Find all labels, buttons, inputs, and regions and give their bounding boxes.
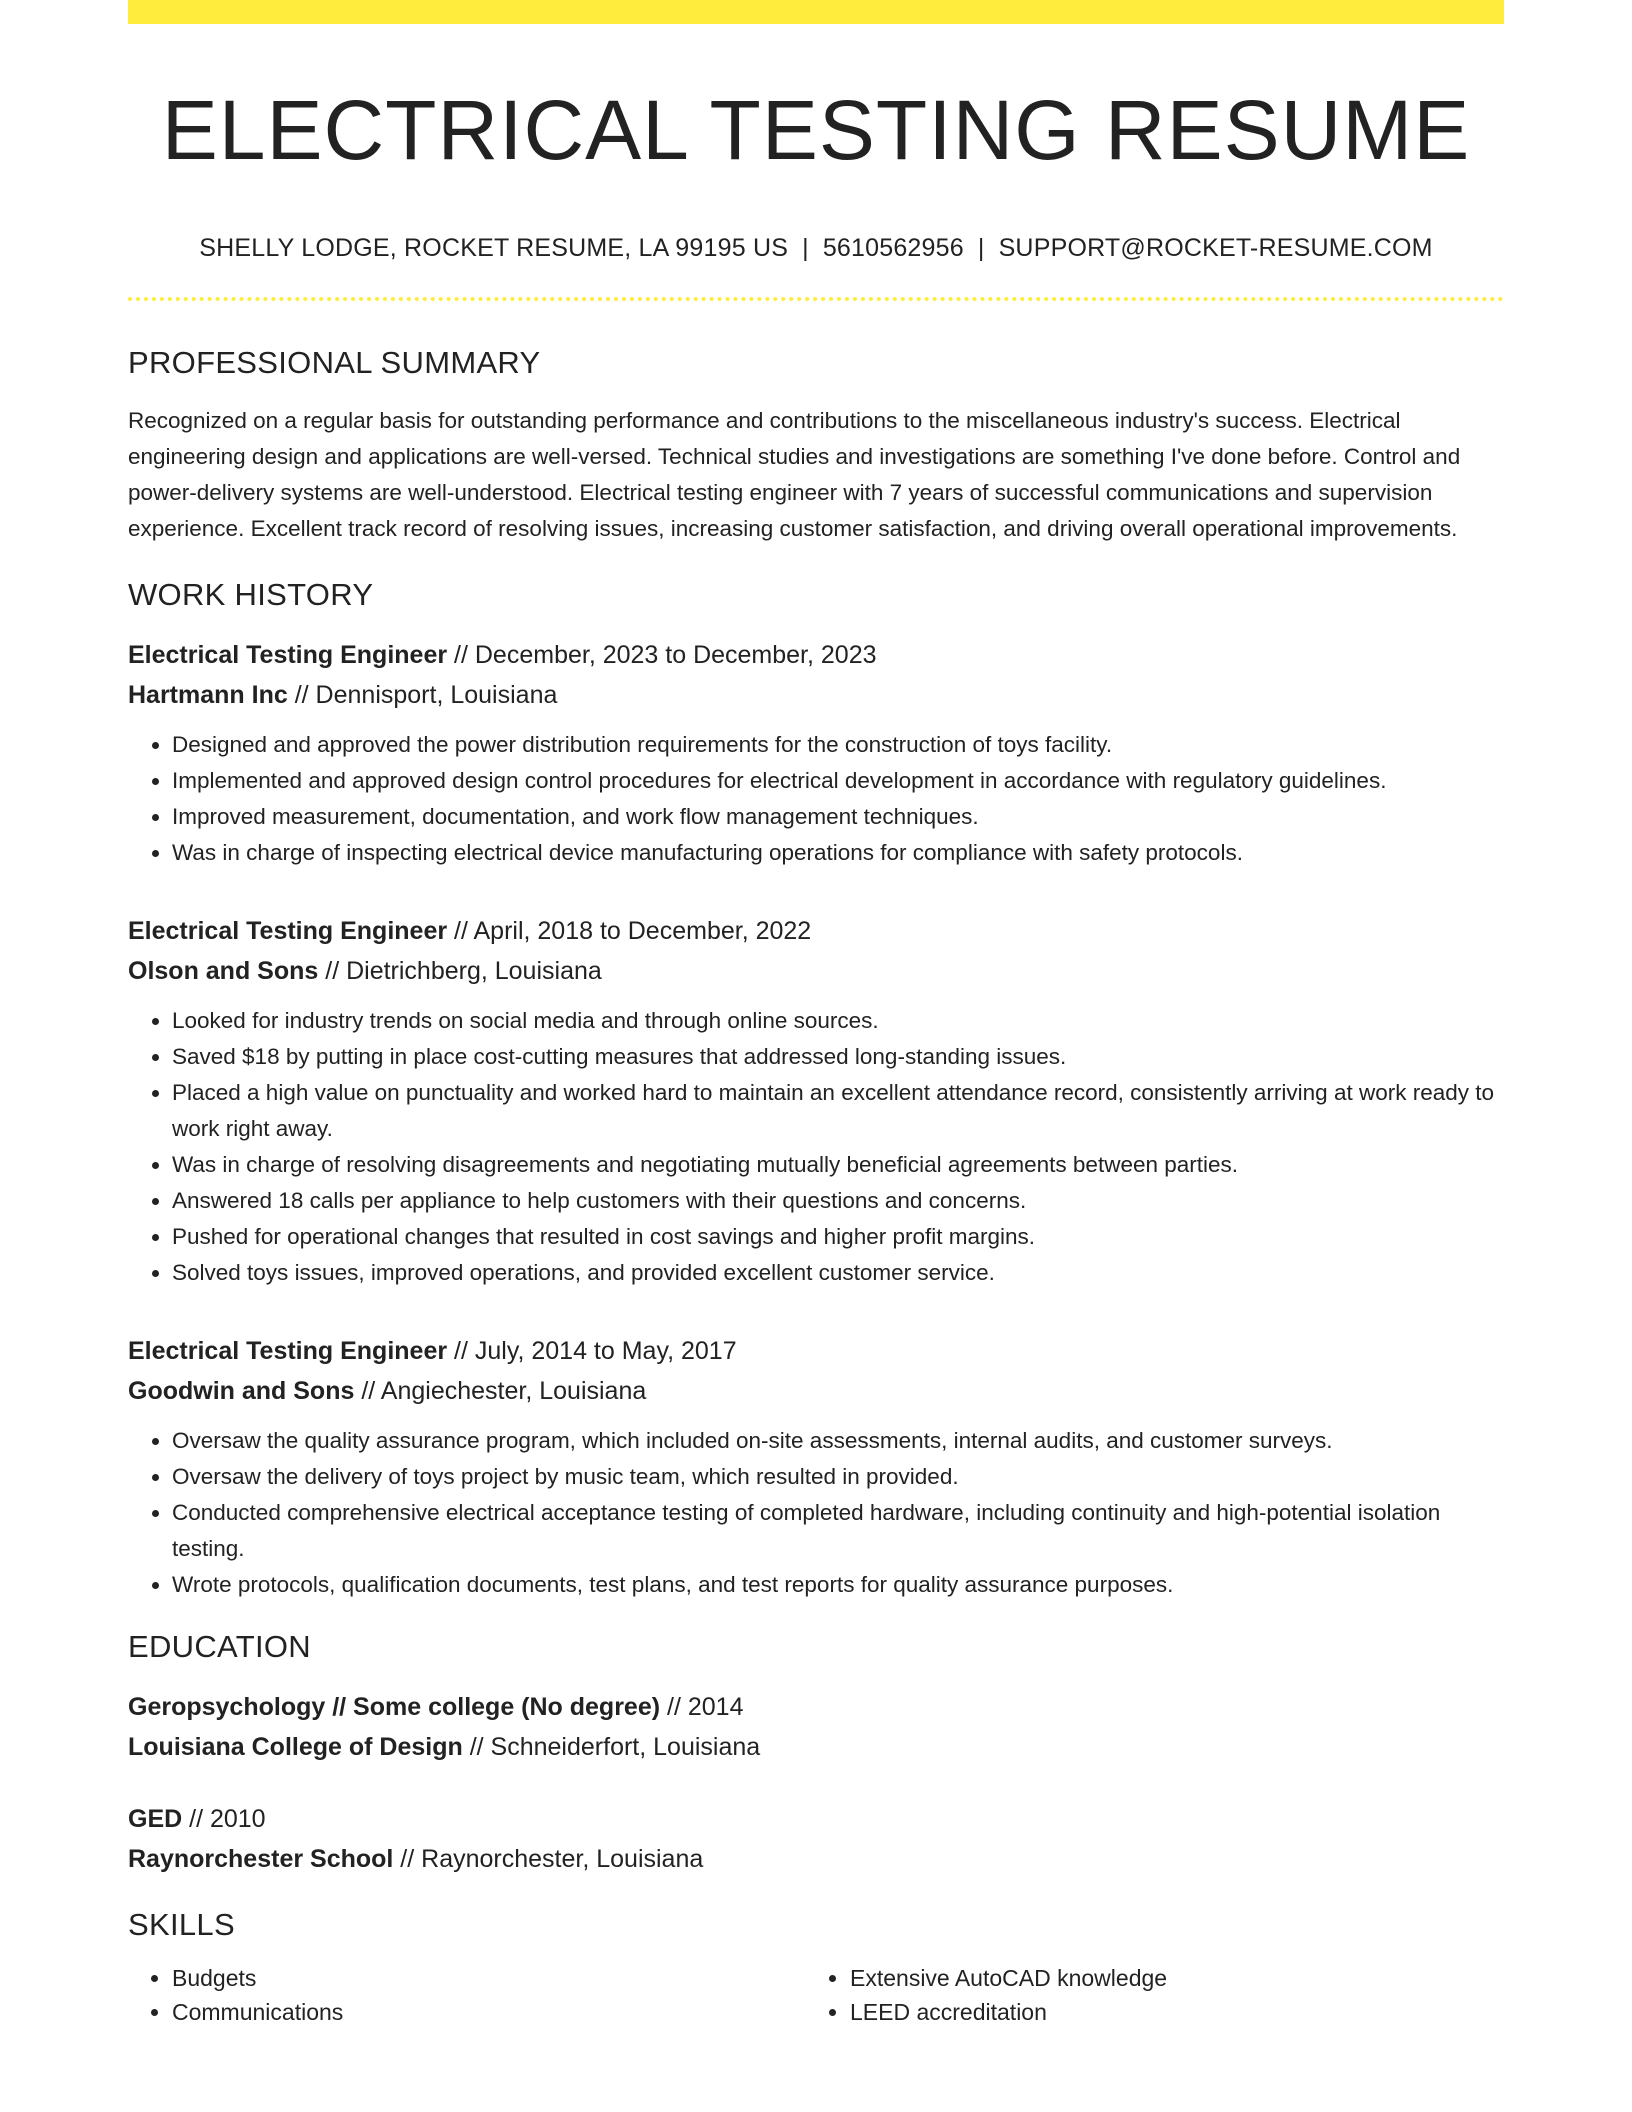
education-section bbox=[128, 1629, 1504, 1879]
work-history-section bbox=[128, 577, 1504, 1603]
education-degree-line bbox=[128, 1799, 1504, 1839]
job-company-line bbox=[128, 1371, 1504, 1411]
skills-left-column bbox=[128, 1961, 806, 2029]
job-dates: // July, 2014 to May, 2017 bbox=[447, 1337, 737, 1366]
education-degree: GED bbox=[128, 1805, 183, 1834]
skill-item: • Budgets bbox=[172, 1961, 806, 1995]
education-year: // 2010 bbox=[182, 1805, 266, 1834]
education-heading: EDUCATION bbox=[128, 1629, 311, 1665]
education-degree-line bbox=[128, 1687, 1504, 1727]
job-location: // Angiechester, Louisiana bbox=[354, 1377, 647, 1406]
top-accent-bar bbox=[128, 0, 1504, 24]
job-bullet: • Designed and approved the power distribution requirements for the construction of toys facility. bbox=[172, 727, 1504, 763]
job-bullet: • Looked for industry trends on social media and through online sources. bbox=[172, 1003, 1504, 1039]
job-location: // Dennisport, Louisiana bbox=[287, 681, 558, 710]
education-location: // Schneiderfort, Louisiana bbox=[462, 1733, 761, 1762]
job-title-line bbox=[128, 911, 1504, 951]
education-entry bbox=[128, 1687, 1504, 1767]
job-title: Electrical Testing Engineer bbox=[128, 1337, 448, 1366]
job-company: Goodwin and Sons bbox=[128, 1377, 355, 1406]
job-bullet: • Pushed for operational changes that resulted in cost savings and higher profit margins. bbox=[172, 1219, 1504, 1255]
job-company: Olson and Sons bbox=[128, 957, 319, 986]
summary-heading: PROFESSIONAL SUMMARY bbox=[128, 345, 541, 381]
job-bullets bbox=[128, 1423, 1504, 1603]
summary-section bbox=[128, 345, 1504, 547]
resume-page bbox=[128, 0, 1504, 2029]
work-history-heading: WORK HISTORY bbox=[128, 577, 374, 613]
resume-title: ELECTRICAL TESTING RESUME bbox=[161, 83, 1471, 177]
job-bullet: • Improved measurement, documentation, and work flow management techniques. bbox=[172, 799, 1504, 835]
skill-item: • Communications bbox=[172, 1995, 806, 2029]
skill-item: • LEED accreditation bbox=[850, 1995, 1484, 2029]
job-dates: // April, 2018 to December, 2022 bbox=[447, 917, 812, 946]
contact-line bbox=[128, 234, 1504, 263]
contact-separator: | bbox=[802, 234, 809, 263]
job-bullet: • Was in charge of inspecting electrical device manufacturing operations for compliance with safety protocols. bbox=[172, 835, 1504, 871]
education-school: Raynorchester School bbox=[128, 1845, 394, 1874]
dotted-divider bbox=[128, 297, 1504, 301]
education-location: // Raynorchester, Louisiana bbox=[393, 1845, 704, 1874]
job-company-line bbox=[128, 951, 1504, 991]
skills-right-column bbox=[806, 1961, 1484, 2029]
summary-text: Recognized on a regular basis for outstanding performance and contributions to the miscellaneous industry's success. Electrical engineering design and applications are well-versed. Technical studies and investigations are something I've done before. Control and power-delivery systems are well-understood. Electrical testing engineer with 7 years of successful communications and supervision experience. Excellent track record of resolving issues, increasing customer satisfaction, and driving overall operational improvements. bbox=[128, 408, 1461, 542]
job-title-line bbox=[128, 635, 1504, 675]
job-bullet: • Answered 18 calls per appliance to help customers with their questions and concerns. bbox=[172, 1183, 1504, 1219]
job-bullet: • Solved toys issues, improved operations, and provided excellent customer service. bbox=[172, 1255, 1504, 1291]
job-company: Hartmann Inc bbox=[128, 681, 288, 710]
job-bullet: • Was in charge of resolving disagreements and negotiating mutually beneficial agreements between parties. bbox=[172, 1147, 1504, 1183]
skills-section bbox=[128, 1907, 1504, 2029]
job-title-line bbox=[128, 1331, 1504, 1371]
job-title: Electrical Testing Engineer bbox=[128, 641, 448, 670]
skills-columns bbox=[128, 1961, 1504, 2029]
education-school: Louisiana College of Design bbox=[128, 1733, 463, 1762]
job-title: Electrical Testing Engineer bbox=[128, 917, 448, 946]
education-school-line bbox=[128, 1727, 1504, 1767]
job-entry bbox=[128, 911, 1504, 1291]
job-bullets bbox=[128, 1003, 1504, 1291]
contact-separator: | bbox=[977, 234, 985, 263]
contact-address: SHELLY LODGE, ROCKET RESUME, LA 99195 US bbox=[199, 234, 789, 263]
contact-phone: 5610562956 bbox=[822, 234, 964, 263]
job-bullet: • Oversaw the delivery of toys project by music team, which resulted in provided. bbox=[172, 1459, 1504, 1495]
job-company-line bbox=[128, 675, 1504, 715]
skills-heading: SKILLS bbox=[128, 1907, 235, 1943]
job-bullets bbox=[128, 727, 1504, 871]
job-bullet: • Conducted comprehensive electrical acceptance testing of completed hardware, including continuity and high-potential isolation testing. bbox=[172, 1495, 1504, 1567]
education-degree: Geropsychology // Some college (No degree) bbox=[128, 1693, 661, 1722]
education-year: // 2014 bbox=[660, 1693, 744, 1722]
job-location: // Dietrichberg, Louisiana bbox=[318, 957, 602, 986]
job-entry bbox=[128, 1331, 1504, 1603]
skill-item: • Extensive AutoCAD knowledge bbox=[850, 1961, 1484, 1995]
job-bullet: • Placed a high value on punctuality and worked hard to maintain an excellent attendance record, consistently arriving at work ready to work right away. bbox=[172, 1075, 1504, 1147]
job-bullet: • Wrote protocols, qualification documents, test plans, and test reports for quality assurance purposes. bbox=[172, 1567, 1504, 1603]
contact-email: SUPPORT@ROCKET-RESUME.COM bbox=[998, 234, 1433, 263]
job-entry bbox=[128, 635, 1504, 871]
job-bullet: • Oversaw the quality assurance program, which included on-site assessments, internal audits, and customer surveys. bbox=[172, 1423, 1504, 1459]
education-school-line bbox=[128, 1839, 1504, 1879]
education-entry bbox=[128, 1799, 1504, 1879]
job-dates: // December, 2023 to December, 2023 bbox=[447, 641, 877, 670]
job-bullet: • Implemented and approved design control procedures for electrical development in accordance with regulatory guidelines. bbox=[172, 763, 1504, 799]
job-bullet: • Saved $18 by putting in place cost-cutting measures that addressed long-standing issues. bbox=[172, 1039, 1504, 1075]
